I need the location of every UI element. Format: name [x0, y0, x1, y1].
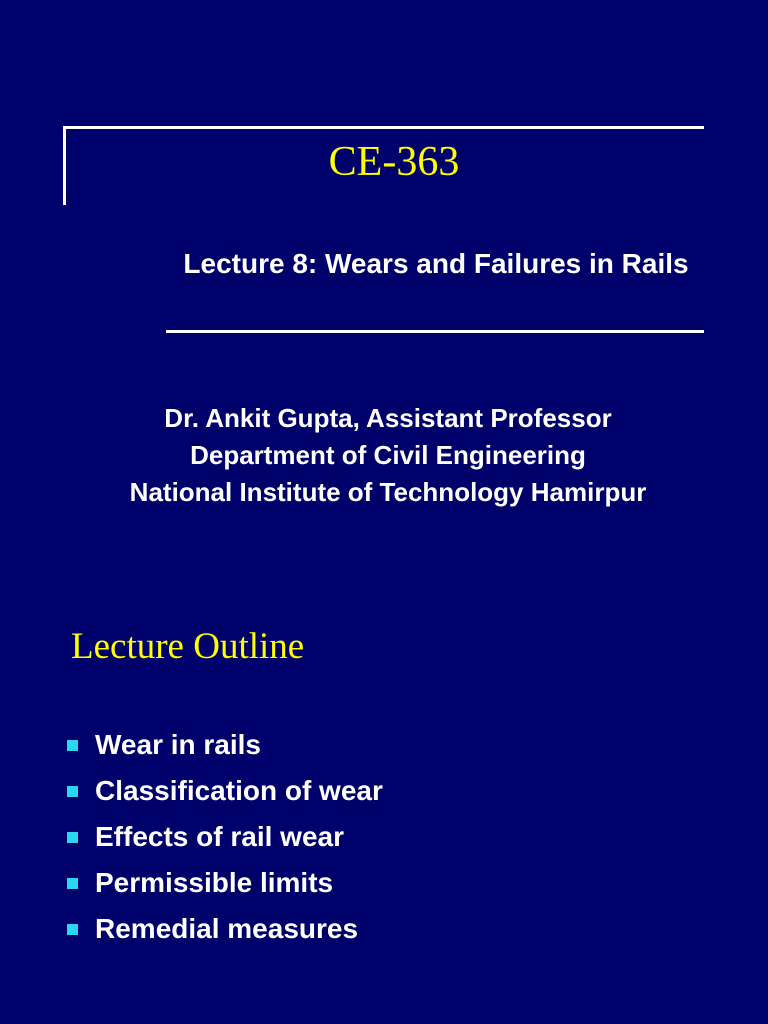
lecture-title: Lecture 8: Wears and Failures in Rails	[183, 248, 689, 279]
title-frame-top-line	[63, 126, 704, 129]
list-item-text: Remedial measures	[95, 913, 359, 944]
list-item-text: Classification of wear	[95, 775, 383, 806]
list-item	[67, 768, 383, 814]
list-item-text: Wear in rails	[95, 729, 262, 760]
outline-heading: Lecture Outline	[71, 626, 305, 667]
title-frame-bottom-line	[166, 330, 704, 333]
author-block	[0, 400, 768, 511]
list-item-text: Permissible limits	[95, 867, 334, 898]
list-item	[67, 860, 383, 906]
bullet-square-icon	[67, 878, 78, 889]
outline-list	[67, 722, 383, 952]
bullet-square-icon	[67, 924, 78, 935]
course-code: CE-363	[328, 139, 460, 185]
author-department-line: Department of Civil Engineering	[190, 440, 586, 470]
author-institute-line: National Institute of Technology Hamirpur	[129, 477, 647, 507]
author-name-line: Dr. Ankit Gupta, Assistant Professor	[164, 403, 612, 433]
list-item	[67, 722, 383, 768]
list-item	[67, 906, 383, 952]
bullet-square-icon	[67, 832, 78, 843]
list-item-text: Effects of rail wear	[95, 821, 344, 852]
bullet-square-icon	[67, 740, 78, 751]
list-item	[67, 814, 383, 860]
bullet-square-icon	[67, 786, 78, 797]
